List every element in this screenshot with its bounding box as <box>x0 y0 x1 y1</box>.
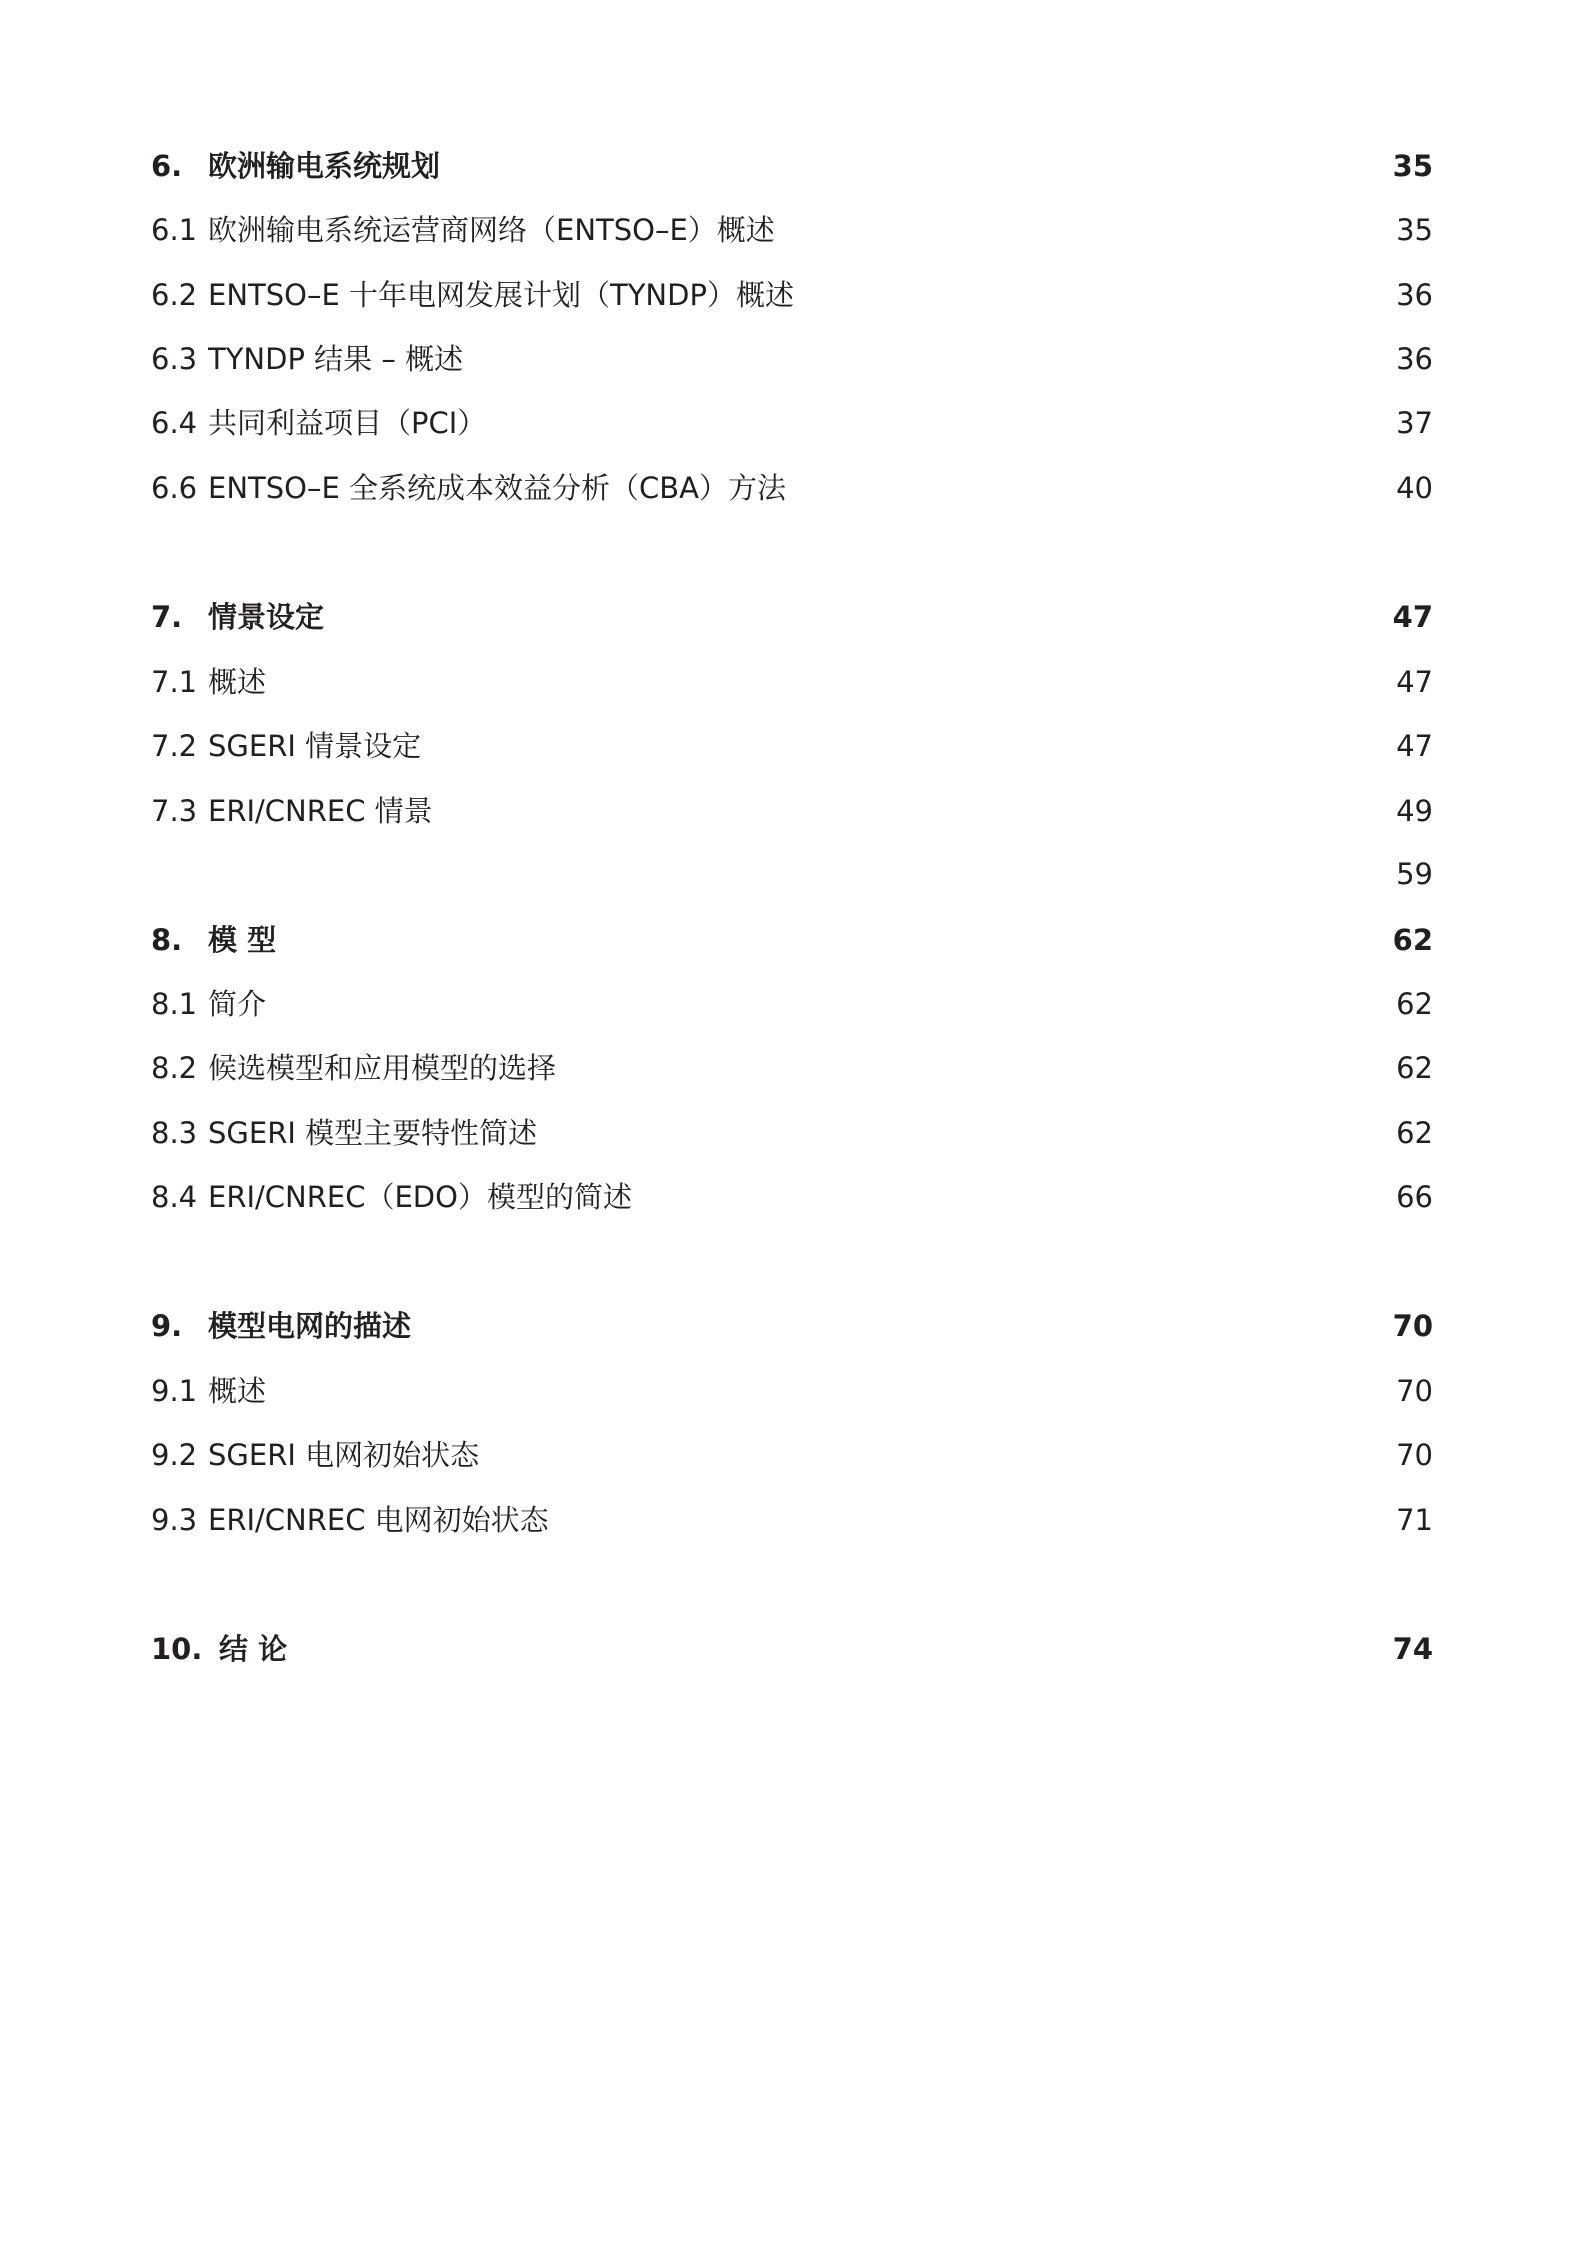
toc-chapter-8[interactable] <box>151 917 1433 963</box>
entry-title: 概述 <box>208 665 267 699</box>
toc-entry-8-2[interactable] <box>151 1045 1433 1091</box>
entry-title: SGERI 模型主要特性简述 <box>208 1116 538 1150</box>
toc-chapter-6[interactable] <box>151 143 1433 189</box>
toc-chapter-10[interactable] <box>151 1626 1433 1672</box>
entry-page-number: 70 <box>1396 1374 1433 1408</box>
toc-chapter-9[interactable] <box>151 1303 1433 1349</box>
entry-page-number: 49 <box>1396 794 1433 828</box>
entry-title: ENTSO–E 全系统成本效益分析（CBA）方法 <box>208 471 786 505</box>
entry-title: TYNDP 结果 – 概述 <box>208 342 464 376</box>
entry-title: 共同利益项目（PCI） <box>208 406 487 440</box>
toc-entry-6-1[interactable] <box>151 207 1433 253</box>
entry-page-number: 71 <box>1396 1503 1433 1537</box>
entry-title: 欧洲输电系统运营商网络（ENTSO–E）概述 <box>208 213 775 247</box>
chapter-number: 8. <box>151 923 183 957</box>
entry-page-number: 70 <box>1396 1438 1433 1472</box>
entry-page-number: 36 <box>1396 342 1433 376</box>
entry-number: 7.3 <box>151 794 198 828</box>
toc-entry-8-3[interactable] <box>151 1110 1433 1156</box>
chapter-page-number: 35 <box>1392 149 1433 183</box>
orphan-page-number: 59 <box>1396 857 1433 891</box>
entry-title: ERI/CNREC 电网初始状态 <box>208 1503 549 1537</box>
chapter-number: 7. <box>151 600 183 634</box>
entry-title: SGERI 情景设定 <box>208 729 422 763</box>
toc-entry-6-3[interactable] <box>151 336 1433 382</box>
toc-entry-8-4[interactable] <box>151 1174 1433 1220</box>
entry-page-number: 37 <box>1396 406 1433 440</box>
entry-page-number: 62 <box>1396 987 1433 1021</box>
entry-number: 6.3 <box>151 342 198 376</box>
entry-page-number: 62 <box>1396 1051 1433 1085</box>
chapter-title: 模型电网的描述 <box>208 1309 412 1343</box>
toc-entry-9-2[interactable] <box>151 1432 1433 1478</box>
toc-entry-9-3[interactable] <box>151 1497 1433 1543</box>
entry-title: ERI/CNREC 情景 <box>208 794 433 828</box>
entry-number: 7.1 <box>151 665 198 699</box>
entry-page-number: 47 <box>1396 729 1433 763</box>
entry-page-number: 47 <box>1396 665 1433 699</box>
toc-entry-7-3[interactable] <box>151 788 1433 834</box>
toc-entry-7-1[interactable] <box>151 659 1433 705</box>
entry-number: 9.2 <box>151 1438 198 1472</box>
entry-page-number: 40 <box>1396 471 1433 505</box>
chapter-title: 欧洲输电系统规划 <box>208 149 441 183</box>
entry-title: 概述 <box>208 1374 267 1408</box>
entry-number: 6.2 <box>151 278 198 312</box>
toc-entry-6-4[interactable] <box>151 400 1433 446</box>
toc-entry-8-1[interactable] <box>151 981 1433 1027</box>
toc-orphan-page-entry[interactable] <box>151 851 1433 897</box>
toc-entry-7-2[interactable] <box>151 723 1433 769</box>
toc-chapter-7[interactable] <box>151 594 1433 640</box>
entry-title: ENTSO–E 十年电网发展计划（TYNDP）概述 <box>208 278 794 312</box>
entry-title: 候选模型和应用模型的选择 <box>208 1051 557 1085</box>
toc-entry-6-2[interactable] <box>151 272 1433 318</box>
entry-number: 6.1 <box>151 213 198 247</box>
chapter-title: 情景设定 <box>208 600 325 634</box>
toc-entry-9-1[interactable] <box>151 1368 1433 1414</box>
entry-number: 8.3 <box>151 1116 198 1150</box>
chapter-title: 模 型 <box>208 923 277 957</box>
chapter-page-number: 74 <box>1392 1632 1433 1666</box>
entry-number: 8.2 <box>151 1051 198 1085</box>
entry-number: 9.1 <box>151 1374 198 1408</box>
entry-title: 简介 <box>208 987 267 1021</box>
entry-number: 6.6 <box>151 471 198 505</box>
entry-number: 6.4 <box>151 406 198 440</box>
chapter-page-number: 70 <box>1392 1309 1433 1343</box>
entry-number: 7.2 <box>151 729 198 763</box>
entry-number: 9.3 <box>151 1503 198 1537</box>
entry-page-number: 35 <box>1396 213 1433 247</box>
chapter-page-number: 62 <box>1392 923 1433 957</box>
chapter-number: 9. <box>151 1309 183 1343</box>
entry-title: ERI/CNREC（EDO）模型的简述 <box>208 1180 632 1214</box>
entry-number: 8.4 <box>151 1180 198 1214</box>
entry-title: SGERI 电网初始状态 <box>208 1438 480 1472</box>
entry-number: 8.1 <box>151 987 198 1021</box>
chapter-number: 10. <box>151 1632 203 1666</box>
entry-page-number: 62 <box>1396 1116 1433 1150</box>
chapter-page-number: 47 <box>1392 600 1433 634</box>
chapter-number: 6. <box>151 149 183 183</box>
entry-page-number: 66 <box>1396 1180 1433 1214</box>
entry-page-number: 36 <box>1396 278 1433 312</box>
chapter-title: 结 论 <box>219 1632 288 1666</box>
toc-entry-6-6[interactable] <box>151 465 1433 511</box>
